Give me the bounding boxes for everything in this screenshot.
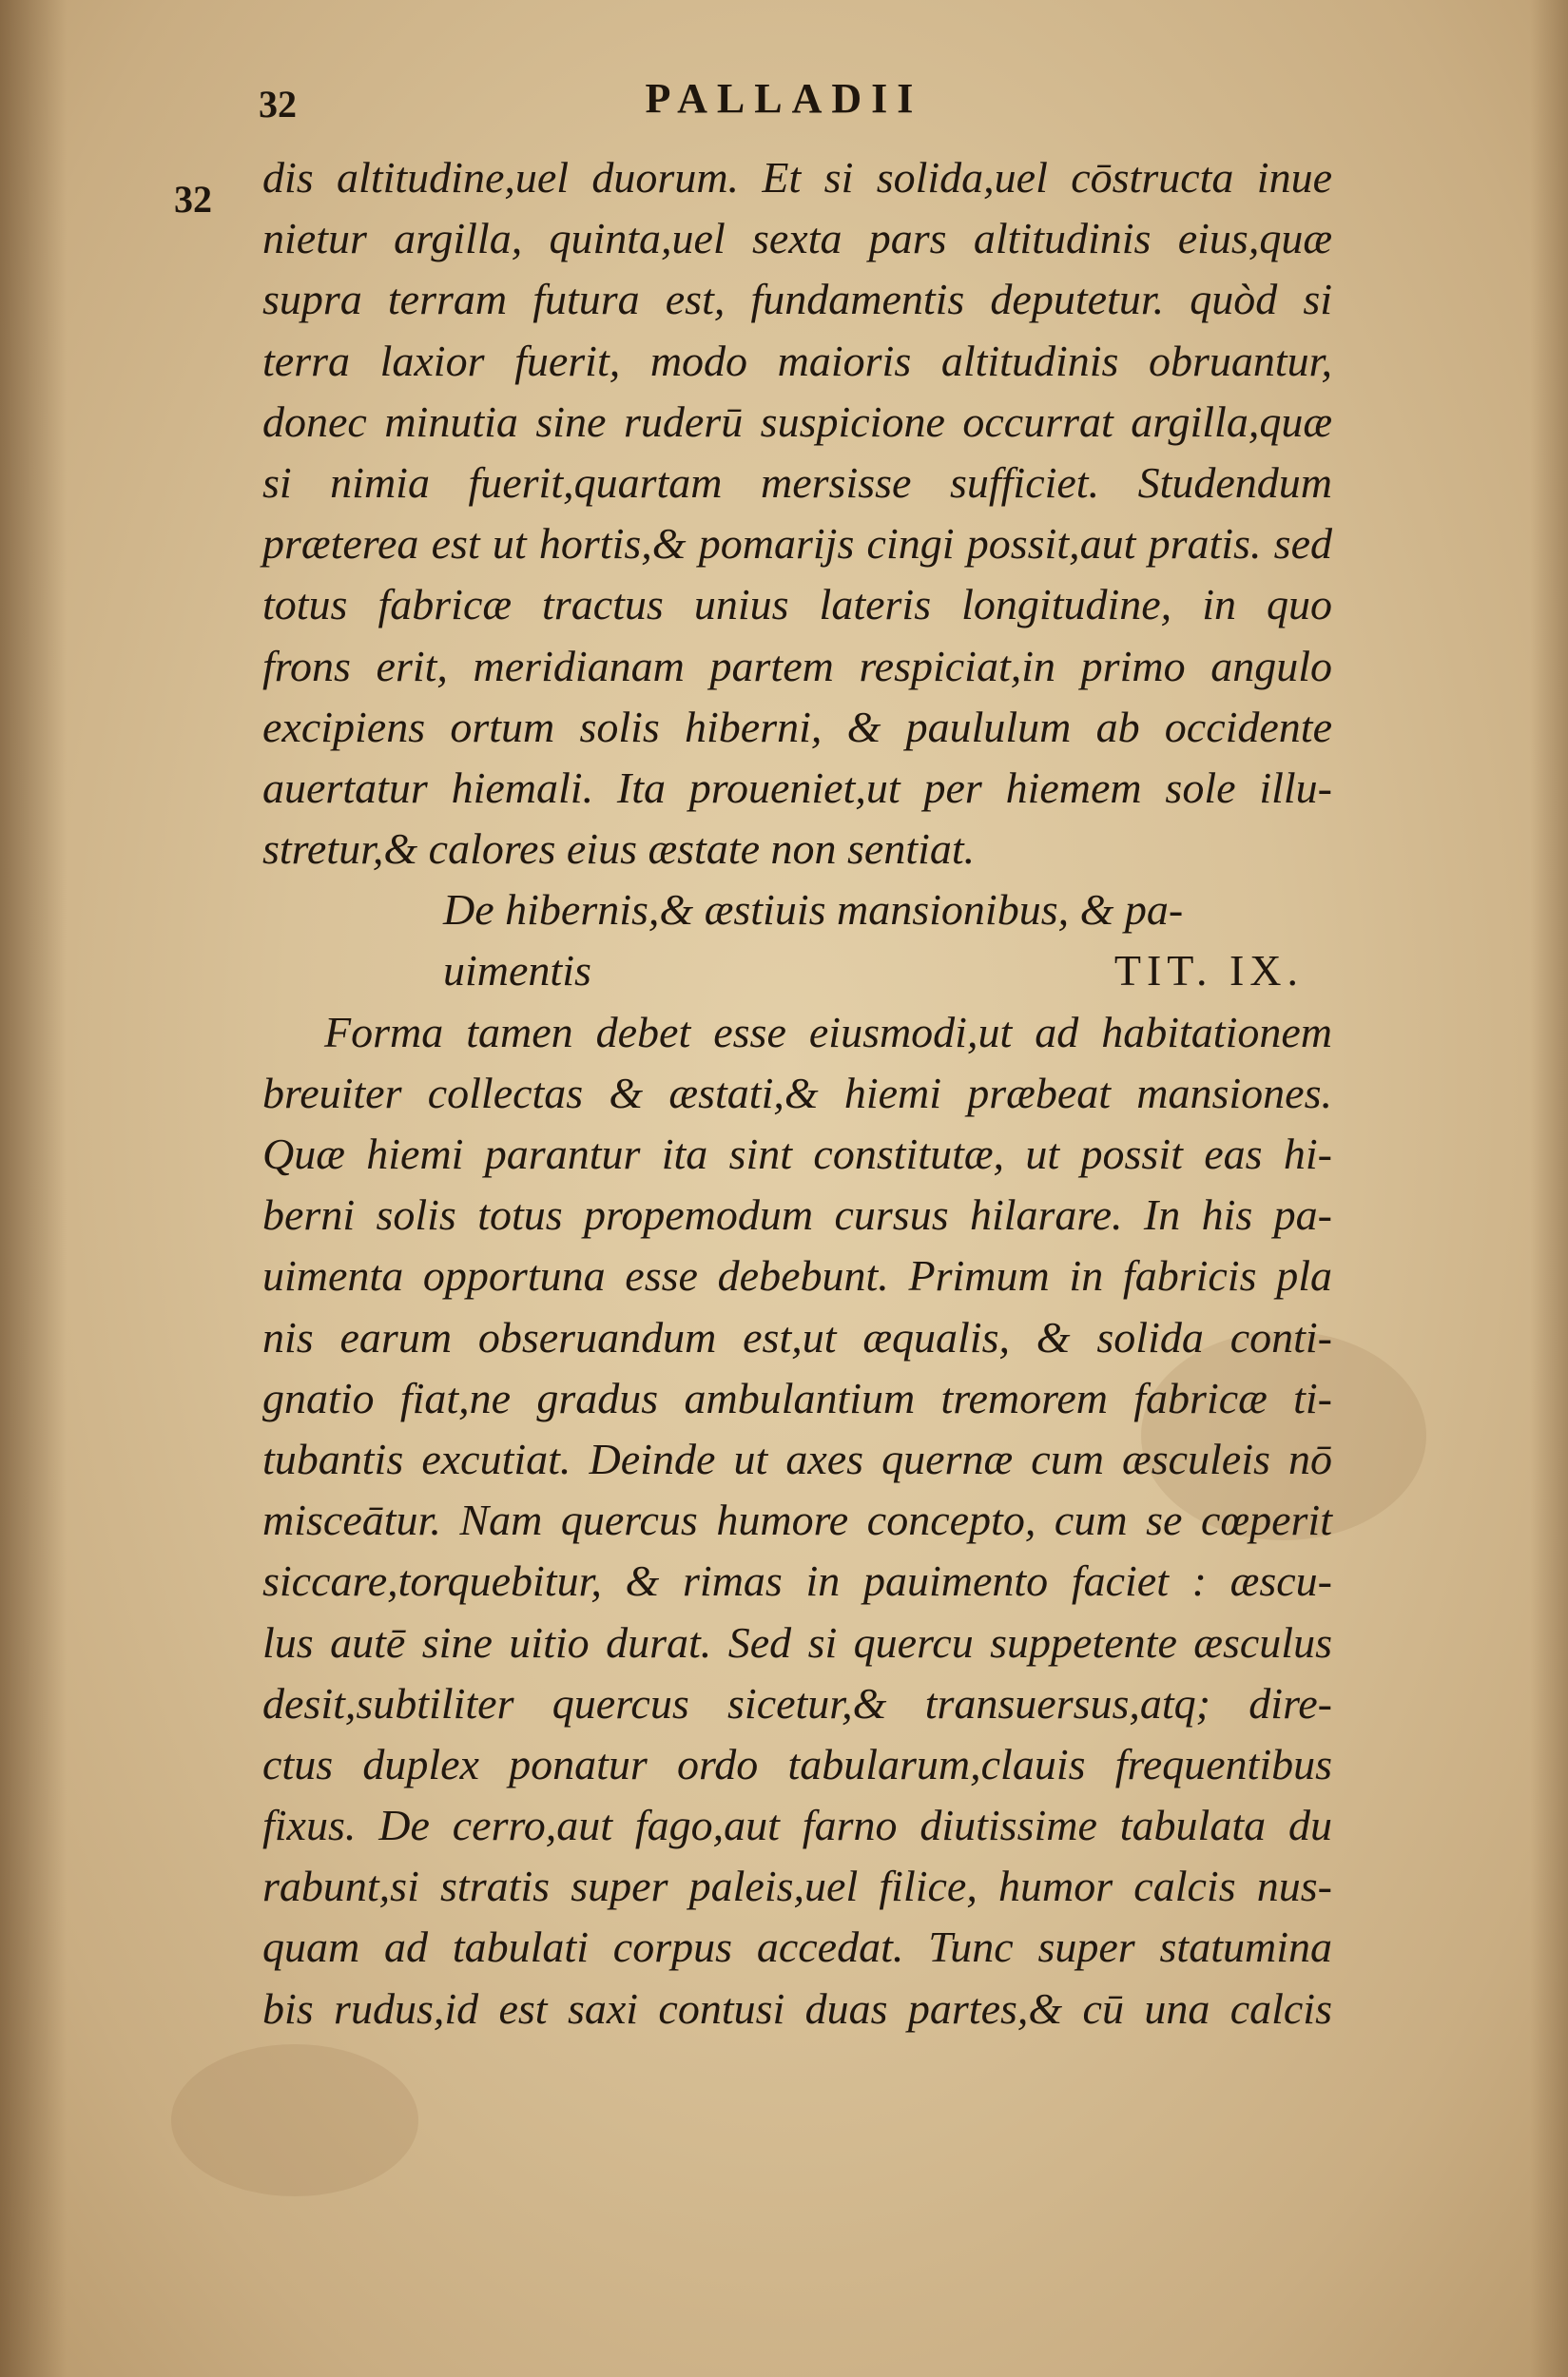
text-line: fixus. De cerro,aut fago,aut farno diutissime tabulata du xyxy=(262,1801,1332,1850)
gutter-shadow xyxy=(0,0,67,2377)
margin-note: 32 xyxy=(174,178,212,221)
text-line: auertatur hiemali. Ita proueniet,ut per hiemem sole illu- xyxy=(262,763,1332,812)
text-line: bis rudus,id est saxi contusi duas partes,& cū una calcis xyxy=(262,1983,1332,2033)
text-line: ctus duplex ponatur ordo tabularum,clauis frequentibus xyxy=(262,1739,1332,1788)
section-heading: De hibernis,& æstiuis mansionibus, & pa- xyxy=(443,885,1184,935)
text-line: desit,subtiliter quercus sicetur,& transuersus,atq; dire- xyxy=(262,1678,1332,1728)
text-line: lus autē sine uitio durat. Sed si quercu suppetente æsculus xyxy=(262,1617,1332,1667)
text-line: nietur argilla, quinta,uel sexta pars altitudinis eius,quæ xyxy=(262,214,1332,263)
text-line: excipiens ortum solis hiberni, & paululum ab occidente xyxy=(262,702,1332,751)
section-heading-line2 xyxy=(262,940,1332,1001)
text-line: Forma tamen debet esse eiusmodi,ut ad habitationem xyxy=(324,1007,1332,1056)
paper-stain xyxy=(171,2044,418,2196)
text-line: siccare,torquebitur, & rimas in pauimento faciet : æscu- xyxy=(262,1556,1332,1606)
text-line: frons erit, meridianam partem respiciat,in primo angulo xyxy=(262,641,1332,690)
text-line: breuiter collectas & æstati,& hiemi præbeat mansiones. xyxy=(262,1068,1332,1117)
text-line: totus fabricæ tractus unius lateris longitudine, in quo xyxy=(262,580,1332,629)
text-line: gnatio fiat,ne gradus ambulantium tremorem fabricæ ti- xyxy=(262,1373,1332,1422)
text-line: stretur,& calores eius æstate non sentiat. xyxy=(262,824,976,874)
text-line: uimenta opportuna esse debebunt. Primum in fabricis pla xyxy=(262,1251,1332,1301)
text-line: berni solis totus propemodum cursus hilarare. In his pa- xyxy=(262,1190,1332,1240)
text-line: supra terram futura est, fundamentis deputetur. quòd si xyxy=(262,275,1332,324)
text-line: rabunt,si stratis super paleis,uel filice, humor calcis nus- xyxy=(262,1862,1332,1911)
text-line: quam ad tabulati corpus accedat. Tunc super statumina xyxy=(262,1923,1332,1972)
text-line: si nimia fuerit,quartam mersisse sufficiet. Studendum xyxy=(262,457,1332,507)
body-text xyxy=(262,147,1332,2039)
text-line: Quæ hiemi parantur ita sint constitutæ, ut possit eas hi- xyxy=(262,1130,1332,1178)
text-line: terra laxior fuerit, modo maioris altitudinis obruantur, xyxy=(262,336,1332,385)
section-heading-text: uimentis xyxy=(443,946,591,995)
page-edge xyxy=(1530,0,1568,2377)
text-line: nis earum obseruandum est,ut æqualis, & solida conti- xyxy=(262,1312,1332,1362)
text-line: tubantis excutiat. Deinde ut axes quernæ cum æsculeis nō xyxy=(262,1434,1332,1483)
section-title-number: TIT. IX. xyxy=(1113,946,1304,995)
text-line: dis altitudine,uel duorum. Et si solida,uel cōstructa inue xyxy=(262,153,1332,202)
text-line: præterea est ut hortis,& pomarijs cingi possit,aut pratis. sed xyxy=(262,519,1332,569)
text-line: misceātur. Nam quercus humore concepto, cum se cœperit xyxy=(262,1496,1332,1545)
page-number: 32 xyxy=(259,83,297,126)
text-line: donec minutia sine ruderū suspicione occurrat argilla,quæ xyxy=(262,396,1332,446)
running-title: PALLADII xyxy=(645,75,923,122)
page-header xyxy=(0,74,1568,131)
